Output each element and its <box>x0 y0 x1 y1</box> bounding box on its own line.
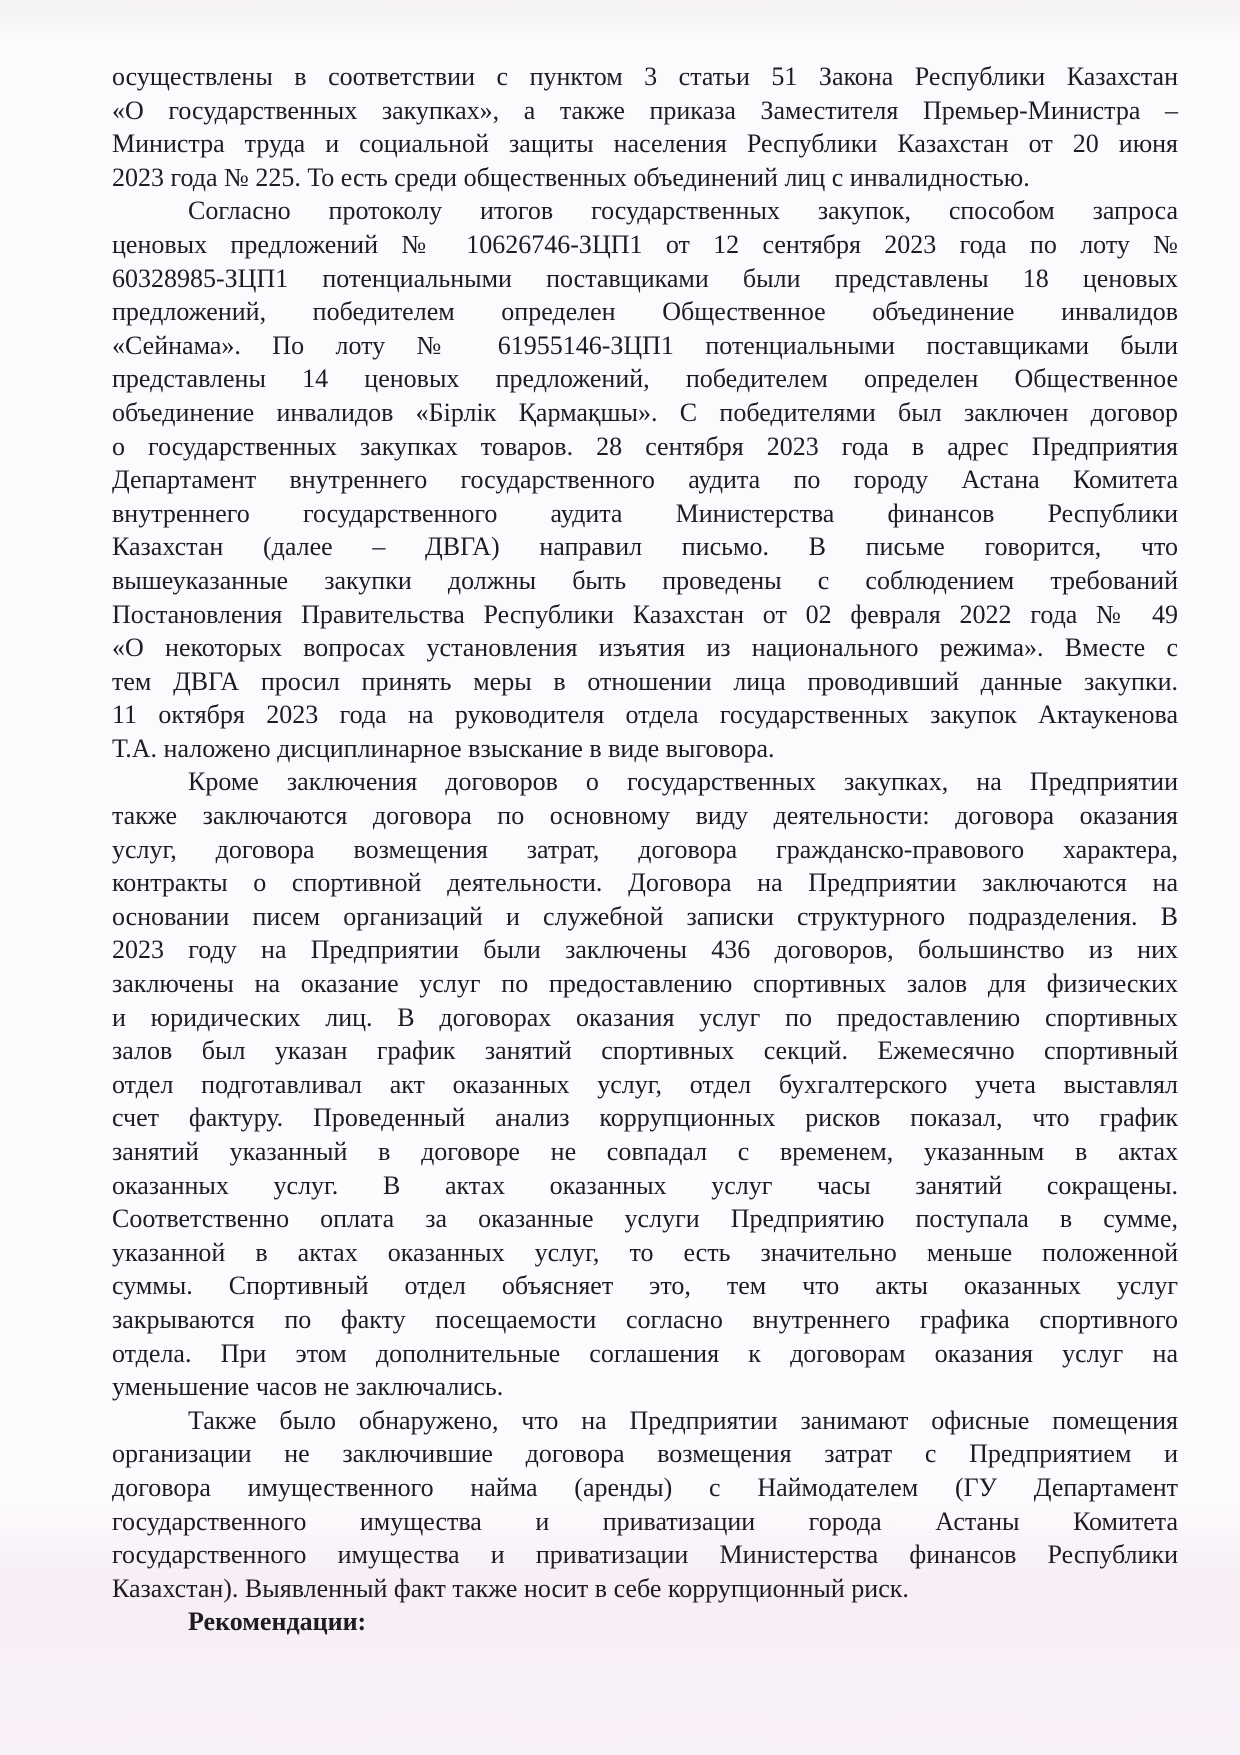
text-line: оказанных услуг. В актах оказанных услуг часы занятий сокращены. <box>112 1170 1178 1200</box>
text-line: счет фактуру. Проведенный анализ коррупционных рисков показал, что график <box>112 1103 1178 1133</box>
text-line: заключены на оказание услуг по предоставлению спортивных залов для физических <box>112 969 1178 999</box>
text-line: Постановления Правительства Республики Казахстан от 02 февраля 2022 года № 49 <box>112 599 1178 629</box>
text-line: Казахстан). Выявленный факт также носит в себе коррупционный риск. <box>112 1573 909 1603</box>
text-line: услуг, договора возмещения затрат, договора гражданско-правового характера, <box>112 834 1178 864</box>
text-line: представлены 14 ценовых предложений, победителем определен Общественное <box>112 364 1178 394</box>
text-line: о государственных закупках товаров. 28 сентября 2023 года в адрес Предприятия <box>112 431 1178 461</box>
text-line: отдел подготавливал акт оказанных услуг, отдел бухгалтерского учета выставлял <box>112 1069 1178 1099</box>
paragraph <box>112 194 1178 765</box>
text-line: Кроме заключения договоров о государственных закупках, на Предприятии <box>188 767 1178 797</box>
text-line: «О некоторых вопросах установления изъятия из национального режима». Вместе с <box>112 633 1178 663</box>
text-line: контракты о спортивной деятельности. Договора на Предприятии заключаются на <box>112 868 1178 898</box>
text-line: основании писем организаций и служебной записки структурного подразделения. В <box>112 901 1178 931</box>
text-line: Департамент внутреннего государственного аудита по городу Астана Комитета <box>112 465 1178 495</box>
paragraph <box>112 60 1178 194</box>
text-line: Т.А. наложено дисциплинарное взыскание в виде выговора. <box>112 733 775 763</box>
text-line: 2023 году на Предприятии были заключены 436 договоров, большинство из них <box>112 935 1178 965</box>
text-line: уменьшение часов не заключались. <box>112 1372 504 1402</box>
paragraph <box>112 765 1178 1403</box>
text-line: ценовых предложений № 10626746-ЗЦП1 от 12 сентября 2023 года по лоту № <box>112 229 1178 259</box>
text-line: 60328985-ЗЦП1 потенциальными поставщиками были представлены 18 ценовых <box>112 263 1178 293</box>
text-line: предложений, победителем определен Общественное объединение инвалидов <box>112 297 1178 327</box>
text-line: 11 октября 2023 года на руководителя отдела государственных закупок Актаукенова <box>112 700 1178 730</box>
text-line: тем ДВГА просил принять меры в отношении лица проводивший данные закупки. <box>112 666 1178 696</box>
text-line: занятий указанный в договоре не совпадал с временем, указанным в актах <box>112 1137 1178 1166</box>
text-line: организации не заключившие договора возмещения затрат с Предприятием и <box>112 1439 1178 1469</box>
text-line: и юридических лиц. В договорах оказания услуг по предоставлению спортивных <box>112 1002 1178 1032</box>
text-line: государственного имущества и приватизации Министерства финансов Республики <box>112 1540 1178 1570</box>
text-line: «О государственных закупках», а также приказа Заместителя Премьер-Министра – <box>112 95 1178 125</box>
text-line: государственного имущества и приватизации города Астаны Комитета <box>112 1506 1178 1536</box>
text-line: Министра труда и социальной защиты населения Республики Казахстан от 20 июня <box>112 129 1178 159</box>
text-line: залов был указан график занятий спортивных секций. Ежемесячно спортивный <box>112 1036 1178 1066</box>
text-line: Также было обнаружено, что на Предприятии занимают офисные помещения <box>188 1405 1178 1435</box>
text-line: объединение инвалидов «Бірлік Қармақшы». С победителями был заключен договор <box>112 397 1178 427</box>
document-body <box>112 60 1178 1639</box>
text-line: закрываются по факту посещаемости согласно внутреннего графика спортивного <box>112 1304 1178 1334</box>
text-line: Казахстан (далее – ДВГА) направил письмо. В письме говорится, что <box>112 532 1178 562</box>
text-line: «Сейнама». По лоту № 61955146-ЗЦП1 потенциальными поставщиками были <box>112 330 1178 360</box>
text-line: договора имущественного найма (аренды) с Наймодателем (ГУ Департамент <box>112 1472 1178 1502</box>
text-line: осуществлены в соответствии с пунктом 3 статьи 51 Закона Республики Казахстан <box>112 62 1178 91</box>
section-heading-recommendations: Рекомендации: <box>188 1607 367 1637</box>
text-line: отдела. При этом дополнительные соглашения к договорам оказания услуг на <box>112 1338 1178 1368</box>
text-line: суммы. Спортивный отдел объясняет это, тем что акты оказанных услуг <box>112 1271 1178 1301</box>
paragraph <box>112 1404 1178 1606</box>
text-line: Соответственно оплата за оказанные услуги Предприятию поступала в сумме, <box>112 1204 1178 1234</box>
text-line: указанной в актах оказанных услуг, то есть значительно меньше положенной <box>112 1237 1178 1267</box>
text-line: Согласно протоколу итогов государственных закупок, способом запроса <box>188 196 1178 226</box>
text-line: вышеуказанные закупки должны быть проведены с соблюдением требований <box>112 565 1178 595</box>
text-line: внутреннего государственного аудита Министерства финансов Республики <box>112 498 1178 528</box>
text-line: 2023 года № 225. То есть среди общественных объединений лиц с инвалидностью. <box>112 162 1030 192</box>
text-line: также заключаются договора по основному виду деятельности: договора оказания <box>112 801 1178 831</box>
